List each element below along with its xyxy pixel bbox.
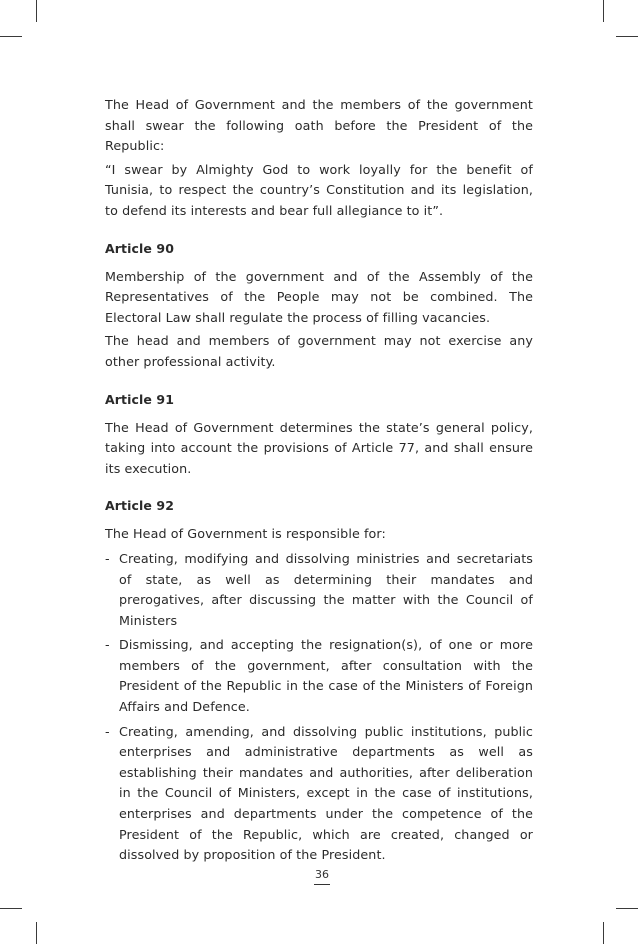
list-item-text: Creating, amending, and dissolving public institutions, public enterprises and administrative departments as well as establishing their mandates and authorities, after deliberation in the Council of Ministers, except in the case of institutions, enterprises and departments under the competence of the President of the Republic, which are created, changed or dissolved by proposition of the President.	[119, 723, 533, 863]
crop-mark-bottom-left-vertical	[36, 922, 37, 944]
crop-mark-top-left-vertical	[36, 0, 37, 22]
article-90-paragraph-2: The head and members of government may not exercise any other professional activity.	[105, 333, 533, 369]
article-90-paragraph-1: Membership of the government and of the Assembly of the Representatives of the People may not be combined. The Electoral Law shall regulate the process of filling vacancies.	[105, 268, 533, 325]
page-body	[105, 95, 533, 870]
article-91-heading: Article 91	[105, 391, 175, 407]
crop-mark-bottom-left-horizontal	[0, 908, 22, 909]
article-92-heading: Article 92	[105, 498, 175, 514]
crop-mark-top-right-horizontal	[616, 36, 638, 37]
oath-text-paragraph: “I swear by Almighty God to work loyally for the benefit of Tunisia, to respect the country’s Constitution and its legislation, to defend its interests and bear full allegiance to it”.	[105, 161, 533, 218]
oath-intro-paragraph: The Head of Government and the members of the government shall swear the following oath before the President of the Republic:	[105, 97, 533, 154]
article-92-intro: The Head of Government is responsible for:	[105, 526, 386, 542]
list-bullet: -	[105, 637, 110, 653]
list-item	[105, 722, 533, 866]
crop-mark-bottom-right-vertical	[603, 922, 604, 944]
list-item	[105, 635, 533, 717]
list-item-text: Creating, modifying and dissolving ministries and secretariats of state, as well as determining their mandates and prerogatives, after discussing the matter with the Council of Ministers	[119, 550, 533, 628]
crop-mark-bottom-right-horizontal	[616, 908, 638, 909]
page-number-underline	[314, 884, 330, 885]
article-91-paragraph: The Head of Government determines the state’s general policy, taking into account the provisions of Article 77, and shall ensure its execution.	[105, 419, 533, 476]
responsibilities-list	[105, 549, 533, 866]
list-item	[105, 549, 533, 631]
page-number: 36	[315, 868, 329, 881]
list-bullet: -	[105, 723, 110, 739]
crop-mark-top-right-vertical	[603, 0, 604, 22]
crop-mark-top-left-horizontal	[0, 36, 22, 37]
list-item-text: Dismissing, and accepting the resignation(s), of one or more members of the government, after consultation with the President of the Republic in the case of the Ministers of Foreign Affairs and Defence.	[119, 637, 533, 715]
list-bullet: -	[105, 550, 110, 566]
article-90-heading: Article 90	[105, 240, 175, 256]
